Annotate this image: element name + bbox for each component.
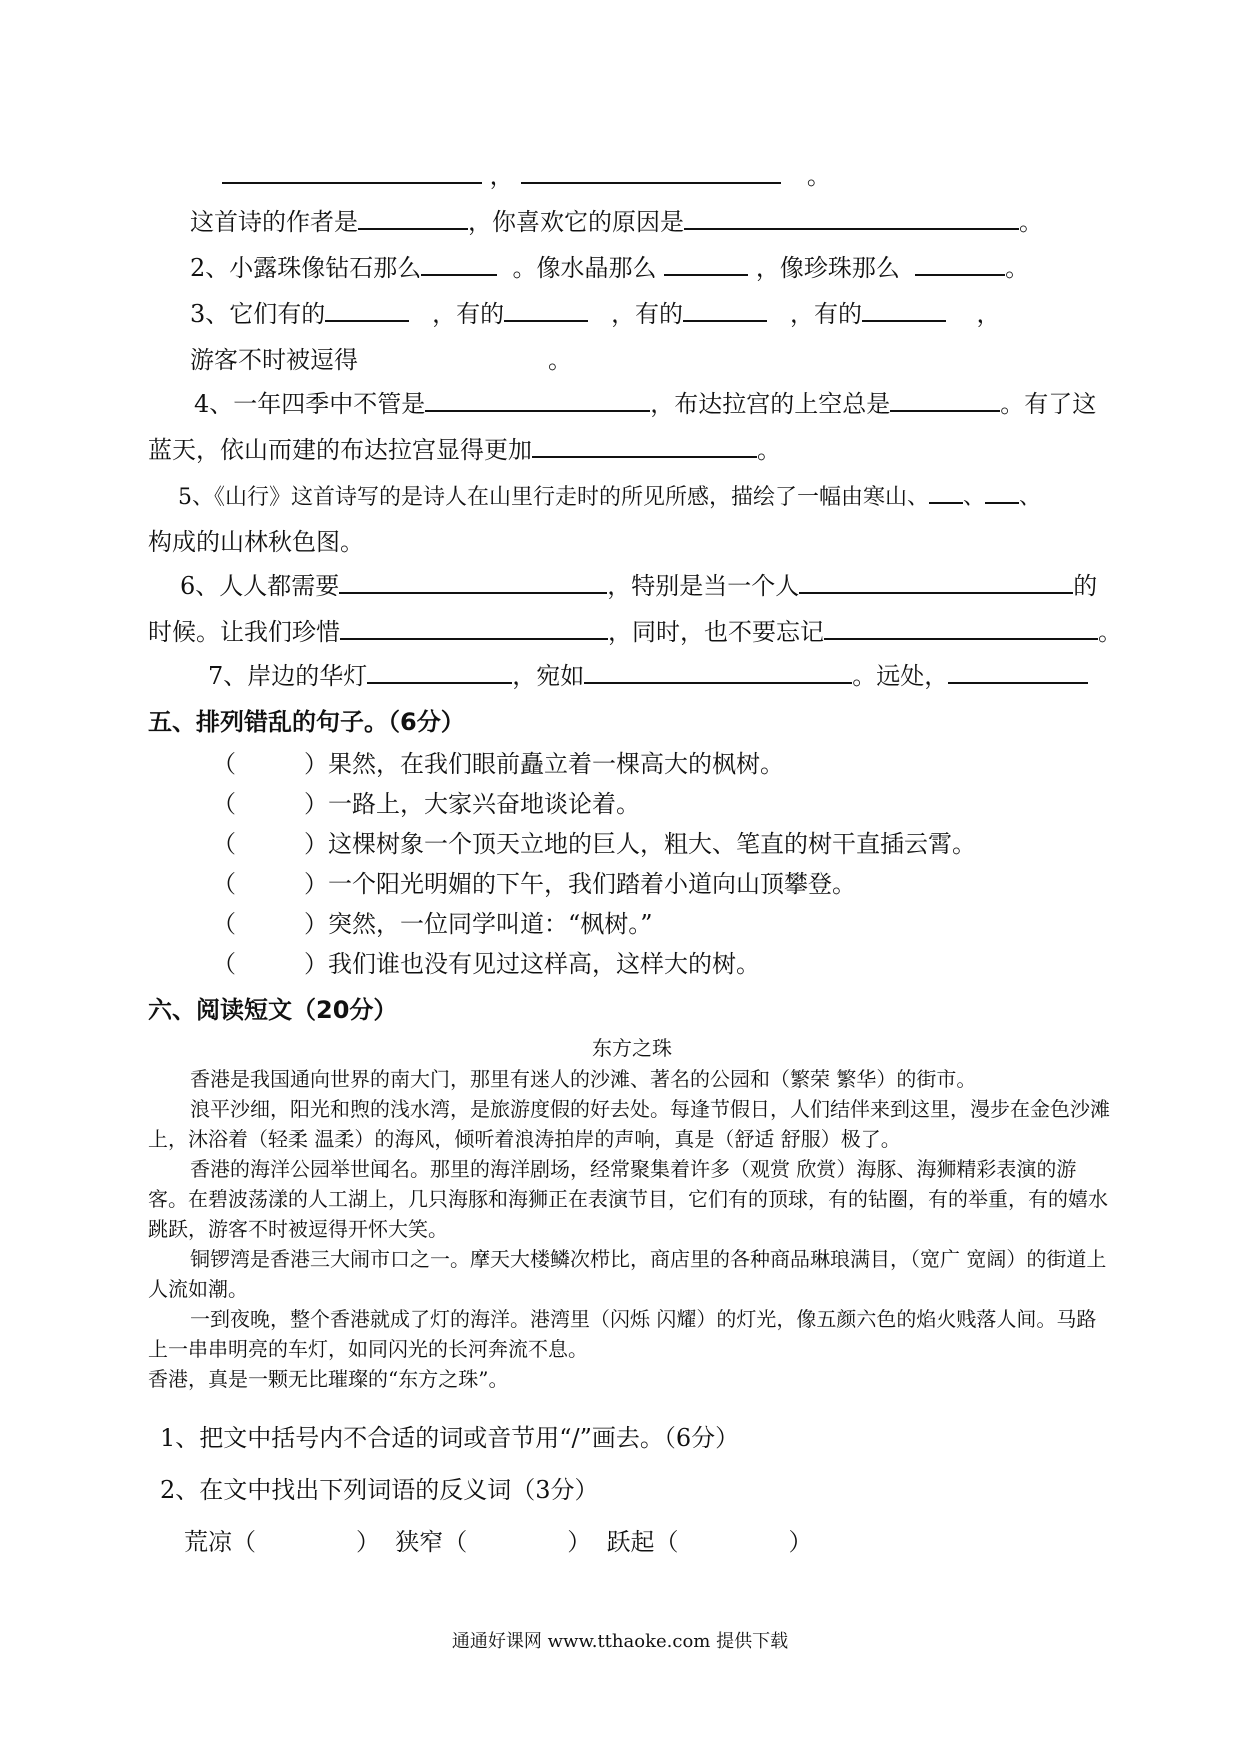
reading-question-2: 2、在文中找出下列词语的反义词（3分） [160,1476,599,1504]
passage-paragraph: 香港的海洋公园举世闻名。那里的海洋剧场，经常聚集着许多（观赏 欣赏）海豚、海狮精彩表演的游客。在碧波荡漾的人工湖上，几只海豚和海狮正在表演节目，它们有的顶球，有的钻圈，有的举重，有的嬉水跳跃，游客不时被逗得开怀大笑。 [148,1157,1108,1241]
reading-question-1: 1、把文中括号内不合适的词或音节用“/”画去。（6分） [160,1424,740,1452]
question-6: 6、人人都需要 ，特别是当一个人 的 [180,572,1098,600]
answer-blank[interactable] [915,262,1005,276]
section-6-title: 六、阅读短文（20分） [148,996,398,1024]
answer-blank[interactable] [584,660,852,684]
answer-blank[interactable] [948,660,1088,684]
answer-blank[interactable] [222,160,482,184]
answer-blank[interactable] [862,298,946,322]
answer-blank[interactable] [664,252,748,276]
fill-line-0: ， 。 [222,160,831,192]
question-3-cont: 游客不时被逗得 。 [190,346,572,374]
answer-blank[interactable] [367,660,512,684]
order-item: （ ）果然，在我们眼前矗立着一棵高大的枫树。 [212,750,784,778]
passage-paragraph: 铜锣湾是香港三大闹市口之一。摩天大楼鳞次栉比，商店里的各种商品琳琅满目，（宽广 宽阔）的街道上人流如潮。 [148,1247,1107,1301]
order-item: （ ）这棵树象一个顶天立地的巨人，粗大、笔直的树干直插云霄。 [212,830,976,858]
question-4: 4、一年四季中不管是 ，布达拉宫的上空总是 。有了这 [194,390,1097,418]
passage-paragraph: 香港是我国通向世界的南大门，那里有迷人的沙滩、著名的公园和（繁荣 繁华）的街市。 [190,1067,977,1091]
question-author: 这首诗的作者是 ，你喜欢它的原因是 。 [190,208,1043,236]
order-item: （ ）我们谁也没有见过这样高，这样大的树。 [212,950,760,978]
passage-paragraph: 一到夜晚，整个香港就成了灯的海洋。港湾里（闪烁 闪耀）的灯光，像五颜六色的焰火贱落人间。马路上一串串明亮的车灯，如同闪光的长河奔流不息。 [148,1307,1097,1361]
passage-paragraph: 浪平沙细，阳光和煦的浅水湾，是旅游度假的好去处。每逢节假日，人们结伴来到这里，漫步在金色沙滩上，沐浴着（轻柔 温柔）的海风，倾听着浪涛拍岸的声响，真是（舒适 舒服）极了。 [148,1097,1110,1151]
answer-blank[interactable] [340,616,608,640]
answer-blank[interactable] [339,570,607,594]
question-6-cont: 时候。让我们珍惜 ，同时，也不要忘记 。 [148,618,1122,646]
answer-blank[interactable] [799,570,1073,594]
question-3: 3、它们有的 ，有的 ，有的 ，有的 ， [190,300,1001,328]
question-2: 2、小露珠像钻石那么 。像水晶那么 ，像珍珠那么 。 [190,254,1030,282]
footer-source: 通通好课网 www.tthaoke.com 提供下载 [451,1631,789,1652]
answer-blank[interactable] [425,388,650,412]
answer-blank[interactable] [684,206,1019,230]
answer-blank[interactable] [358,206,468,230]
passage-title: 东方之珠 [592,1036,672,1060]
answer-blank[interactable] [683,298,767,322]
question-4-cont: 蓝天，依山而建的布达拉宫显得更加 。 [148,436,781,464]
order-item: （ ）突然，一位同学叫道：“枫树。” [212,910,653,938]
passage-body [148,1064,1116,1394]
question-7: 7、岸边的华灯 ，宛如 。远处， [208,660,1088,692]
passage-closing: 香港，真是一颗无比璀璨的“东方之珠”。 [148,1367,509,1391]
order-item: （ ）一个阳光明媚的下午，我们踏着小道向山顶攀登。 [212,870,856,898]
order-item: （ ）一路上，大家兴奋地谈论着。 [212,790,640,818]
section-5-title: 五、排列错乱的句子。（6分） [148,708,465,736]
answer-blank[interactable] [532,434,757,458]
answer-blank[interactable] [890,388,1000,412]
antonym-row: 荒凉（ ） 狭窄（ ） 跃起（ ） [184,1528,813,1556]
answer-blank[interactable] [985,480,1019,504]
answer-blank[interactable] [929,480,963,504]
answer-blank[interactable] [325,298,409,322]
question-5-cont: 构成的山林秋色图。 [148,528,364,556]
question-5: 5、《山行》这首诗写的是诗人在山里行走时的所见所感，描绘了一幅由寒山、 、 、 [178,480,1041,514]
answer-blank[interactable] [521,160,781,184]
answer-blank[interactable] [824,616,1098,640]
answer-blank[interactable] [421,252,497,276]
answer-blank[interactable] [504,298,588,322]
